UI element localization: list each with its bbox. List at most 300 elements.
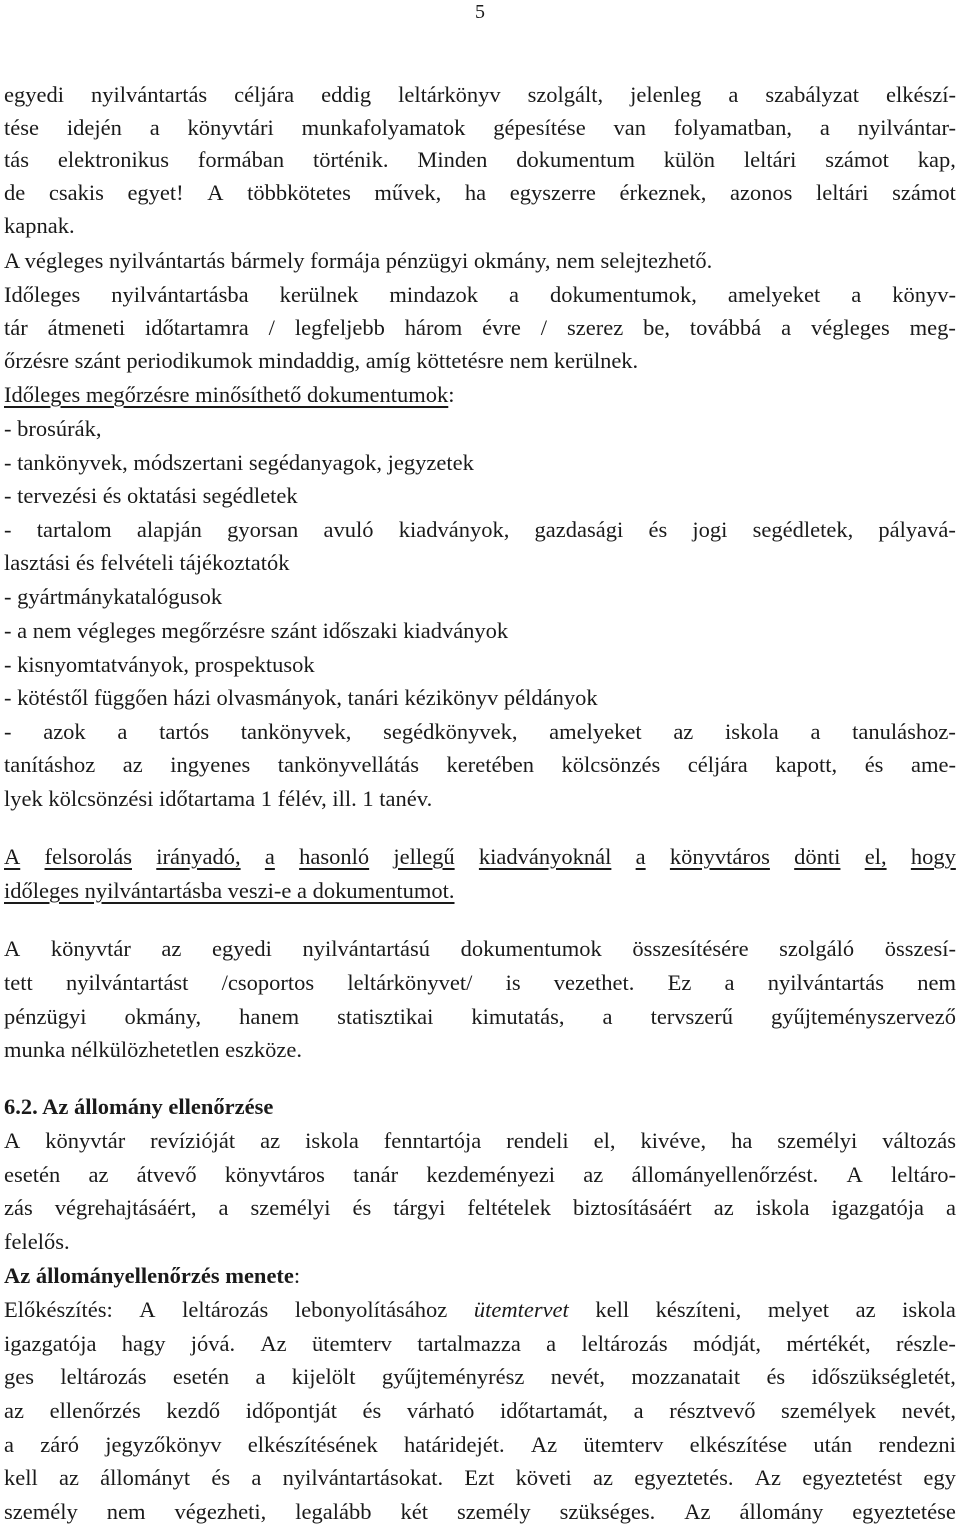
word: az bbox=[122, 752, 143, 777]
word: érkeznek, bbox=[619, 180, 707, 205]
text-line bbox=[4, 278, 956, 312]
word: tankönyvellátás bbox=[277, 752, 420, 777]
list-item bbox=[4, 715, 956, 749]
word: nevét, bbox=[901, 1398, 956, 1423]
word: az bbox=[583, 1162, 604, 1187]
word: jellegű bbox=[393, 844, 455, 869]
word: kezdő bbox=[166, 1398, 221, 1423]
word: kiadványok, bbox=[398, 517, 510, 542]
text-line bbox=[4, 966, 956, 1000]
word: a bbox=[781, 315, 792, 340]
word: állományellenőrzést. bbox=[631, 1162, 819, 1187]
word: kiadványoknál bbox=[478, 844, 612, 869]
word: tartós bbox=[159, 719, 210, 744]
word: mértékét, bbox=[786, 1331, 871, 1356]
word: legfeljebb bbox=[294, 315, 385, 340]
text-line bbox=[4, 1259, 956, 1293]
word: is bbox=[505, 970, 521, 995]
text-line bbox=[4, 546, 956, 580]
text-line bbox=[4, 1428, 956, 1462]
word: idején bbox=[66, 115, 122, 140]
word: feltételek bbox=[467, 1195, 552, 1220]
word: ame- bbox=[910, 752, 956, 777]
word: végrehajtásáért, bbox=[54, 1195, 197, 1220]
word: vezethet. bbox=[553, 970, 635, 995]
word: ges bbox=[4, 1364, 34, 1389]
text-line bbox=[4, 1461, 956, 1495]
text-line bbox=[4, 209, 956, 243]
word: nem bbox=[106, 1499, 146, 1524]
word: átvevő bbox=[136, 1162, 197, 1187]
word: tanításhoz bbox=[4, 752, 96, 777]
word: könyvtári bbox=[187, 115, 274, 140]
word: egy bbox=[923, 1465, 956, 1490]
line-text: felelős. bbox=[4, 1229, 70, 1254]
word: az bbox=[161, 936, 182, 961]
word: az bbox=[593, 1465, 614, 1490]
word: leltári bbox=[816, 180, 869, 205]
line-text: - brosúrák, bbox=[4, 416, 102, 441]
word: kerülnek bbox=[279, 282, 359, 307]
word: ütemterv bbox=[583, 1432, 664, 1457]
word: végleges bbox=[810, 315, 890, 340]
word: avuló bbox=[323, 517, 374, 542]
word: továbbá bbox=[689, 315, 762, 340]
word: határidejét. bbox=[404, 1432, 505, 1457]
note-line bbox=[4, 874, 956, 908]
word: művek, bbox=[374, 180, 442, 205]
word: a bbox=[633, 1398, 644, 1423]
text-line bbox=[4, 1495, 956, 1529]
word: gyűjteményrész bbox=[381, 1364, 525, 1389]
word: felsorolás bbox=[44, 844, 132, 869]
word: elektronikus bbox=[57, 147, 170, 172]
word: szükséges. bbox=[559, 1499, 656, 1524]
word: dokumentumok bbox=[460, 936, 602, 961]
note-line bbox=[4, 840, 956, 874]
word: könyvtár bbox=[45, 1128, 126, 1153]
word: tartalmazza bbox=[417, 1331, 521, 1356]
word: Ezt bbox=[464, 1465, 495, 1490]
word: és bbox=[211, 1465, 231, 1490]
word: a bbox=[251, 1465, 262, 1490]
word: mindazok bbox=[389, 282, 479, 307]
word: tett bbox=[4, 970, 33, 995]
word: a bbox=[810, 719, 821, 744]
word: igazgatója bbox=[831, 1195, 924, 1220]
word: eddig bbox=[321, 82, 372, 107]
line-text: időleges nyilvántartásba veszi-e a dokumentumot. bbox=[4, 878, 455, 903]
word: gyűjteményszervező bbox=[771, 1004, 956, 1029]
word: elkészítése bbox=[689, 1432, 788, 1457]
word: gazdasági bbox=[534, 517, 624, 542]
word: állományt bbox=[100, 1465, 191, 1490]
word: Időleges bbox=[4, 282, 81, 307]
word: az bbox=[58, 1465, 79, 1490]
list-item bbox=[4, 412, 956, 446]
text-line bbox=[4, 1394, 956, 1428]
line-text: A végleges nyilvántartás bármely formája pénzügyi okmány, nem selejtezhető. bbox=[4, 248, 713, 273]
text-line bbox=[4, 782, 956, 816]
word: tanuláshoz- bbox=[852, 719, 956, 744]
word: és bbox=[864, 752, 884, 777]
word: fenntartója bbox=[383, 1128, 482, 1153]
word: időtartamát, bbox=[499, 1398, 609, 1423]
word: - bbox=[4, 719, 12, 744]
heading-colon: : bbox=[448, 382, 455, 407]
word: tár bbox=[4, 315, 28, 340]
word: történik. bbox=[312, 147, 389, 172]
word: segédletek, bbox=[752, 517, 854, 542]
word: tankönyvek, bbox=[240, 719, 352, 744]
word: a bbox=[546, 1331, 557, 1356]
list-item bbox=[4, 614, 956, 648]
word: várható bbox=[406, 1398, 475, 1423]
word: céljára bbox=[687, 752, 748, 777]
word: de bbox=[4, 180, 26, 205]
word: könyvtáros bbox=[669, 844, 770, 869]
word: Minden bbox=[417, 147, 488, 172]
word: számot bbox=[825, 147, 889, 172]
word: azok bbox=[43, 719, 86, 744]
word: személy bbox=[456, 1499, 531, 1524]
word: személyek bbox=[781, 1398, 877, 1423]
text-line bbox=[4, 1124, 956, 1158]
word: a bbox=[819, 115, 830, 140]
word: elkészítésének bbox=[247, 1432, 378, 1457]
word: egyeztetés. bbox=[634, 1465, 734, 1490]
text-line bbox=[4, 1225, 956, 1259]
word: résztvevő bbox=[669, 1398, 756, 1423]
text-line bbox=[4, 143, 956, 177]
word: nyilvántartásokat. bbox=[282, 1465, 444, 1490]
word: a bbox=[218, 1195, 229, 1220]
word: A bbox=[846, 1162, 863, 1187]
word: Előkészítés: bbox=[4, 1297, 113, 1322]
text-line bbox=[4, 344, 956, 378]
word: az bbox=[88, 1162, 109, 1187]
word: pályavá- bbox=[878, 517, 956, 542]
word: a bbox=[509, 282, 520, 307]
word: leltározás bbox=[60, 1364, 147, 1389]
word: kijelölt bbox=[291, 1364, 356, 1389]
word: után bbox=[813, 1432, 853, 1457]
word: ütemterv bbox=[311, 1331, 392, 1356]
word: hasonló bbox=[299, 844, 370, 869]
word: esetén bbox=[4, 1162, 61, 1187]
word: kap, bbox=[917, 147, 956, 172]
word: azonos bbox=[729, 180, 793, 205]
word: egyeztetése bbox=[852, 1499, 956, 1524]
line-text: - gyártmánykatalógusok bbox=[4, 584, 223, 609]
word: biztosításáért bbox=[573, 1195, 692, 1220]
word: amelyeket bbox=[727, 282, 821, 307]
word: hagy bbox=[121, 1331, 166, 1356]
page-number: 5 bbox=[475, 1, 485, 23]
word: rendeli bbox=[506, 1128, 569, 1153]
word: könyvtáros bbox=[224, 1162, 325, 1187]
word: csakis bbox=[48, 180, 104, 205]
word: A bbox=[4, 844, 21, 869]
word: időtartamra bbox=[145, 315, 249, 340]
subsection-heading: Az állományellenőrzés menete bbox=[4, 1263, 294, 1288]
word: el, bbox=[864, 844, 887, 869]
word: a bbox=[149, 115, 160, 140]
word: személy bbox=[4, 1499, 78, 1524]
line-text: - kötéstől függően házi olvasmányok, tanári kézikönyv példányok bbox=[4, 685, 598, 710]
word: tervszerű bbox=[650, 1004, 734, 1029]
word: iskola bbox=[305, 1128, 359, 1153]
word: statisztikai bbox=[337, 1004, 434, 1029]
word: dokumentumok, bbox=[549, 282, 697, 307]
word: tése bbox=[4, 115, 39, 140]
text-line bbox=[4, 1000, 956, 1034]
word: ha bbox=[464, 180, 487, 205]
word: kimutatás, bbox=[471, 1004, 565, 1029]
word: az bbox=[4, 1398, 24, 1423]
word: tartalom bbox=[36, 517, 112, 542]
text-line bbox=[4, 176, 956, 210]
word: mozzanatait bbox=[631, 1364, 741, 1389]
word: Az bbox=[684, 1499, 711, 1524]
word: dönti bbox=[794, 844, 841, 869]
word: be, bbox=[643, 315, 670, 340]
word: irányadó, bbox=[156, 844, 241, 869]
word: követi bbox=[515, 1465, 572, 1490]
word: leltározás bbox=[182, 1297, 269, 1322]
word: a bbox=[728, 82, 739, 107]
text-line bbox=[4, 311, 956, 345]
text-line bbox=[4, 1327, 956, 1361]
word: az bbox=[855, 1297, 876, 1322]
word: el, bbox=[593, 1128, 616, 1153]
word: kell bbox=[595, 1297, 630, 1322]
word: időpontját bbox=[245, 1398, 337, 1423]
word: a bbox=[4, 1432, 14, 1457]
list-item bbox=[4, 513, 956, 547]
word: iskola bbox=[902, 1297, 956, 1322]
line-text: 6.2. Az állomány ellenőrzése bbox=[4, 1094, 274, 1119]
word: legalább bbox=[295, 1499, 372, 1524]
word: iskola bbox=[725, 719, 779, 744]
word: A bbox=[4, 1128, 21, 1153]
word: szolgáló bbox=[779, 936, 855, 961]
word: személyi bbox=[777, 1128, 858, 1153]
word: leltári bbox=[743, 147, 797, 172]
word: a bbox=[945, 1195, 956, 1220]
word: jelenleg bbox=[630, 82, 702, 107]
word: külön bbox=[663, 147, 716, 172]
word: az bbox=[260, 1128, 281, 1153]
word: a bbox=[851, 282, 862, 307]
word: szolgált, bbox=[527, 82, 604, 107]
word: nem bbox=[917, 970, 956, 995]
word: dokumentum bbox=[516, 147, 635, 172]
word: és bbox=[352, 1195, 372, 1220]
line-text: - kisnyomtatványok, prospektusok bbox=[4, 652, 315, 677]
line-text: lyek kölcsönzési időtartama 1 félév, ill. 1 tanév. bbox=[4, 786, 433, 811]
line-text: - tervezési és oktatási segédletek bbox=[4, 483, 298, 508]
word: nyilvántartásba bbox=[111, 282, 249, 307]
word: összesítésére bbox=[632, 936, 749, 961]
list-item bbox=[4, 580, 956, 614]
word: / bbox=[540, 315, 548, 340]
text-line bbox=[4, 378, 956, 412]
word: / bbox=[268, 315, 275, 340]
word: záró bbox=[40, 1432, 79, 1457]
word: A bbox=[207, 180, 224, 205]
text-line bbox=[4, 1158, 956, 1192]
word: könyv- bbox=[892, 282, 956, 307]
word: gyorsan bbox=[227, 517, 299, 542]
word: többkötetes bbox=[247, 180, 351, 205]
word: melyet bbox=[767, 1297, 830, 1322]
word: az bbox=[673, 719, 694, 744]
word: - bbox=[4, 517, 12, 542]
word: szabályzat bbox=[765, 82, 860, 107]
text-line bbox=[4, 1360, 956, 1394]
word: Az bbox=[530, 1432, 558, 1457]
word: szerez bbox=[566, 315, 624, 340]
word: a bbox=[602, 1004, 613, 1029]
word: formában bbox=[197, 147, 285, 172]
word: állomány bbox=[739, 1499, 824, 1524]
word: hanem bbox=[239, 1004, 300, 1029]
word: tanár bbox=[353, 1162, 399, 1187]
word: egyszerre bbox=[509, 180, 596, 205]
word: nyilvántartást bbox=[65, 970, 189, 995]
line-text: - a nem végleges megőrzésre szánt időszaki kiadványok bbox=[4, 618, 509, 643]
word: ingyenes bbox=[170, 752, 251, 777]
line-text: lasztási és felvételi tájékoztatók bbox=[4, 550, 290, 575]
heading-colon: : bbox=[293, 1263, 301, 1288]
word: meg- bbox=[909, 315, 956, 340]
word: egyeztetést bbox=[802, 1465, 903, 1490]
word: készíteni, bbox=[655, 1297, 742, 1322]
word: jogi bbox=[692, 517, 728, 542]
word: nevét, bbox=[550, 1364, 606, 1389]
word: kapott, bbox=[775, 752, 838, 777]
word: tás bbox=[4, 147, 29, 172]
word: kölcsönzés bbox=[561, 752, 661, 777]
word: revízióját bbox=[150, 1128, 236, 1153]
word: a bbox=[255, 1364, 266, 1389]
word: átmeneti bbox=[47, 315, 126, 340]
word: három bbox=[404, 315, 463, 340]
word: /csoportos bbox=[221, 970, 315, 995]
word: egyedi bbox=[211, 936, 272, 961]
line-text: munka nélkülözhetetlen eszköze. bbox=[4, 1037, 303, 1062]
list-item bbox=[4, 648, 956, 682]
word: a bbox=[635, 844, 646, 869]
word: pénzügyi bbox=[4, 1004, 87, 1029]
word: összesí- bbox=[884, 936, 956, 961]
word: rendezni bbox=[878, 1432, 956, 1457]
word: számot bbox=[892, 180, 956, 205]
list-item bbox=[4, 681, 956, 715]
word: Ez bbox=[667, 970, 692, 995]
word: kezdeményezi bbox=[426, 1162, 555, 1187]
word: zás bbox=[4, 1195, 33, 1220]
text-line bbox=[4, 748, 956, 782]
word: gépesítése bbox=[493, 115, 586, 140]
text-line bbox=[4, 111, 956, 145]
word: és bbox=[766, 1364, 786, 1389]
text-line bbox=[4, 1191, 956, 1225]
word: nyilvántartás bbox=[90, 82, 208, 107]
word: hogy bbox=[910, 844, 956, 869]
word: céljára bbox=[234, 82, 295, 107]
word: végezheti, bbox=[174, 1499, 267, 1524]
word: okmány, bbox=[124, 1004, 202, 1029]
word: a bbox=[724, 970, 735, 995]
word: és bbox=[648, 517, 668, 542]
word: segédkönyvek, bbox=[383, 719, 518, 744]
word: kell bbox=[4, 1465, 38, 1490]
word: két bbox=[400, 1499, 428, 1524]
word: ütemtervet bbox=[473, 1297, 569, 1322]
line-text: őrzésre szánt periodikumok mindaddig, amíg köttetésre nem kerülnek. bbox=[4, 348, 639, 373]
word: alapján bbox=[136, 517, 202, 542]
word: leltárkönyv bbox=[398, 82, 501, 107]
word: keretében bbox=[446, 752, 534, 777]
word: iskola bbox=[755, 1195, 810, 1220]
word: személyi bbox=[250, 1195, 331, 1220]
word: tárgyi bbox=[393, 1195, 446, 1220]
word: A bbox=[139, 1297, 156, 1322]
word: a bbox=[117, 719, 128, 744]
text-line bbox=[4, 1033, 956, 1067]
word: A bbox=[4, 936, 21, 961]
text-line bbox=[4, 932, 956, 966]
word: az bbox=[713, 1195, 734, 1220]
word: változás bbox=[882, 1128, 956, 1153]
text-line bbox=[4, 78, 956, 112]
word: amelyeket bbox=[549, 719, 642, 744]
word: részle- bbox=[895, 1331, 956, 1356]
word: elkészí- bbox=[886, 82, 956, 107]
section-heading: Időleges megőrzésre minősíthető dokumentumok bbox=[4, 382, 449, 407]
section-title bbox=[4, 1090, 956, 1124]
word: igazgatója bbox=[4, 1331, 97, 1356]
word: folyamatban, bbox=[673, 115, 792, 140]
word: lebonyolításához bbox=[294, 1297, 448, 1322]
word: évre bbox=[482, 315, 521, 340]
word: van bbox=[613, 115, 647, 140]
word: munkafolyamatok bbox=[301, 115, 466, 140]
word: Az bbox=[754, 1465, 782, 1490]
word: jegyzőkönyv bbox=[105, 1432, 222, 1457]
word: leltározás bbox=[581, 1331, 668, 1356]
word: ellenőrzés bbox=[49, 1398, 141, 1423]
word: nyilvántartás bbox=[767, 970, 884, 995]
word: leltárkönyvet/ bbox=[347, 970, 473, 995]
word: egyedi bbox=[4, 82, 64, 107]
word: könyvtár bbox=[50, 936, 131, 961]
word: módját, bbox=[692, 1331, 762, 1356]
word: nyilvántar- bbox=[857, 115, 956, 140]
word: a bbox=[264, 844, 275, 869]
word: Az bbox=[260, 1331, 287, 1356]
line-text: - tankönyvek, módszertani segédanyagok, jegyzetek bbox=[4, 450, 474, 475]
word: kivéve, bbox=[640, 1128, 707, 1153]
line-text: kapnak. bbox=[4, 213, 75, 238]
word: esetén bbox=[172, 1364, 230, 1389]
word: ha bbox=[731, 1128, 753, 1153]
list-item bbox=[4, 479, 956, 513]
list-item bbox=[4, 446, 956, 480]
word: jóvá. bbox=[190, 1331, 236, 1356]
